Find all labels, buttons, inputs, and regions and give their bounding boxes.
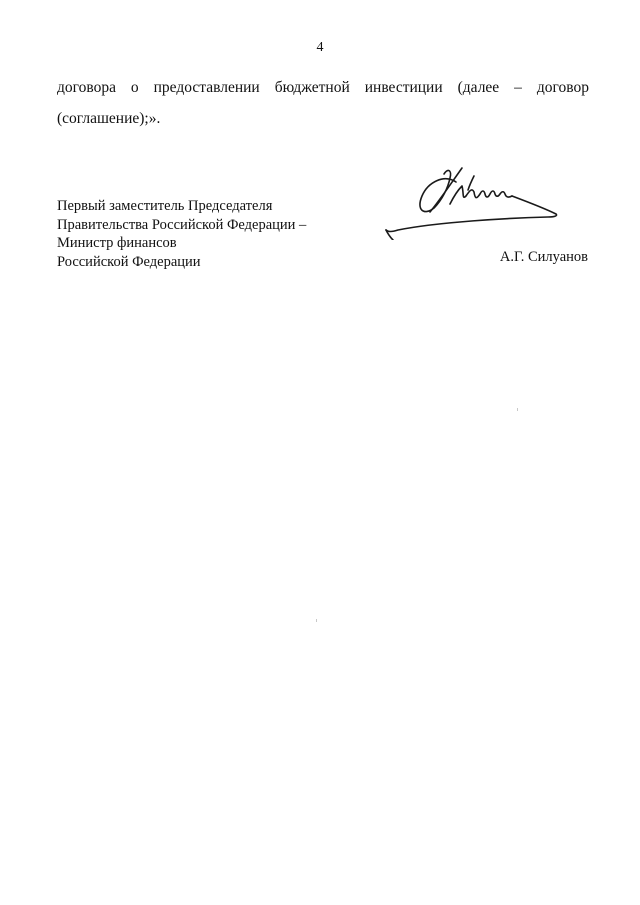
paragraph-word: предоставлении [153, 79, 260, 96]
paragraph-word: (далее [457, 79, 500, 96]
paragraph-word: договор [536, 79, 589, 96]
paragraph-word: договора [57, 79, 116, 96]
signatory-position-line: Первый заместитель Председателя [57, 198, 273, 214]
scan-speck [316, 619, 317, 622]
page-number: 4 [316, 40, 324, 55]
signatory-position-line: Правительства Российской Федерации – [57, 216, 307, 233]
paragraph-word: инвестиции [364, 79, 443, 96]
signer-name: А.Г. Силуанов [499, 249, 588, 265]
paragraph-word: о [130, 79, 139, 96]
handwritten-signature [378, 160, 568, 240]
paragraph-word: – [514, 79, 522, 96]
paragraph-word: бюджетной [274, 79, 350, 96]
paragraph-line-2: (соглашение);». [57, 110, 161, 127]
signatory-position [57, 197, 306, 271]
signatory-position-line: Министр финансов [57, 235, 177, 251]
signatory-position-line: Российской Федерации [57, 253, 201, 270]
paragraph-line-1 [57, 79, 589, 97]
scan-speck [517, 408, 518, 411]
